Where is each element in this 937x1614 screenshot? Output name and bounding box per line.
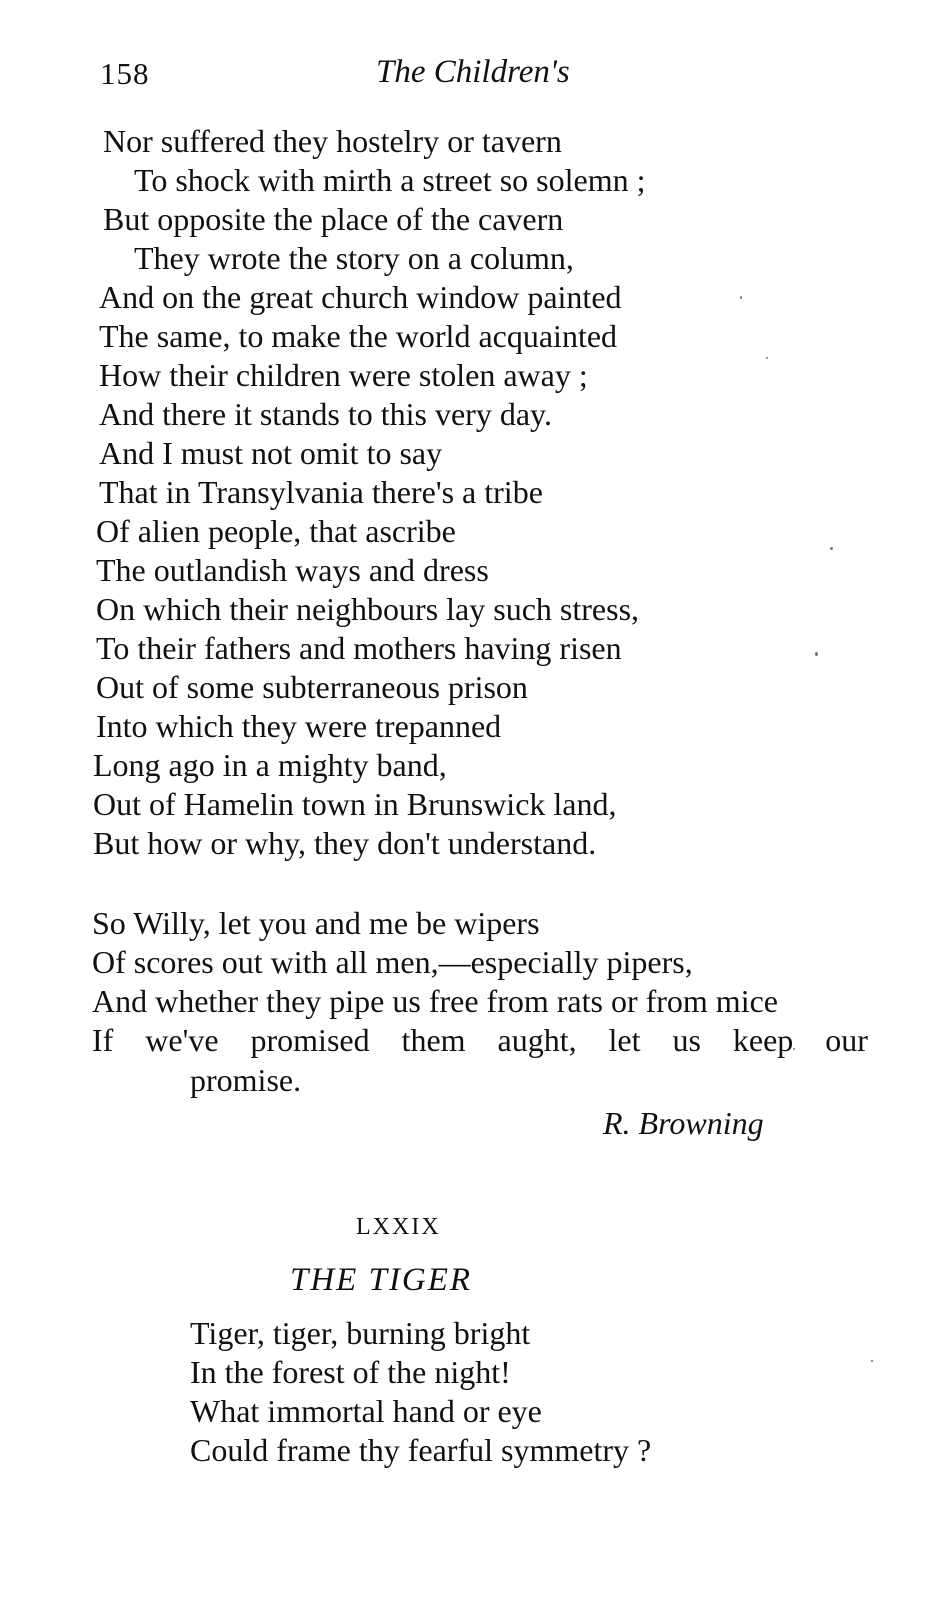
tiger-poem-line: Tiger, tiger, burning bright [190,1315,531,1351]
justified-word: let [608,1022,641,1058]
justified-word: us [672,1022,701,1058]
justified-word: If [92,1022,114,1058]
poem-line: Out of Hamelin town in Brunswick land, [93,786,617,822]
paper-speck [871,1360,873,1362]
poem-line: But opposite the place of the cavern [103,201,564,237]
poem-line: Nor suffered they hostelry or tavern [103,123,562,159]
justified-word: our [825,1022,868,1058]
poem-line: Long ago in a mighty band, [93,747,447,783]
poem-line: And I must not omit to say [99,435,443,471]
justified-word: them [401,1022,466,1058]
tiger-poem-line: Could frame thy fearful symmetry ? [190,1432,652,1468]
poem-line: The same, to make the world acquainted [99,318,618,354]
poem-line: To their fathers and mothers having risen [96,630,622,666]
paper-speck [793,1048,795,1050]
poem-line: On which their neighbours lay such stress, [96,591,640,627]
paper-speck [766,357,768,359]
paper-speck [815,652,818,656]
poem-line: And there it stands to this very day. [99,396,552,432]
paper-speck [740,296,742,299]
poem-line: To shock with mirth a street so solemn ; [134,162,646,198]
author-attribution: R. Browning [603,1105,764,1141]
justified-word: aught, [497,1022,577,1058]
page-number: 158 [100,56,150,91]
tiger-poem-line: In the forest of the night! [190,1354,511,1390]
final-stanza-line: Of scores out with all men,—especially pipers, [92,944,693,980]
poem-line: Out of some subterraneous prison [96,669,528,705]
paper-speck [830,547,833,550]
poem-line: But how or why, they don't understand. [93,825,597,861]
poem-line: That in Transylvania there's a tribe [99,474,543,510]
tiger-poem-line: What immortal hand or eye [190,1393,542,1429]
poem-line: How their children were stolen away ; [99,357,588,393]
justified-word: promised [250,1022,370,1058]
running-head: The Children's [376,54,570,90]
poem-line: And on the great church window painted [99,279,622,315]
poem-line: The outlandish ways and dress [96,552,489,588]
poem-title: THE TIGER [290,1262,473,1298]
final-stanza-justified-line [92,1021,868,1059]
justified-word: we've [145,1022,219,1058]
final-stanza-line: So Willy, let you and me be wipers [92,905,540,941]
justified-word: keep [732,1022,794,1058]
final-stanza-line: promise. [190,1062,302,1098]
final-stanza-line: And whether they pipe us free from rats or from mice [92,983,778,1019]
poem-line: Of alien people, that ascribe [96,513,456,549]
poem-line: Into which they were trepanned [96,708,502,744]
poem-line: They wrote the story on a column, [134,240,574,276]
poem-number: LXXIX [356,1214,441,1240]
